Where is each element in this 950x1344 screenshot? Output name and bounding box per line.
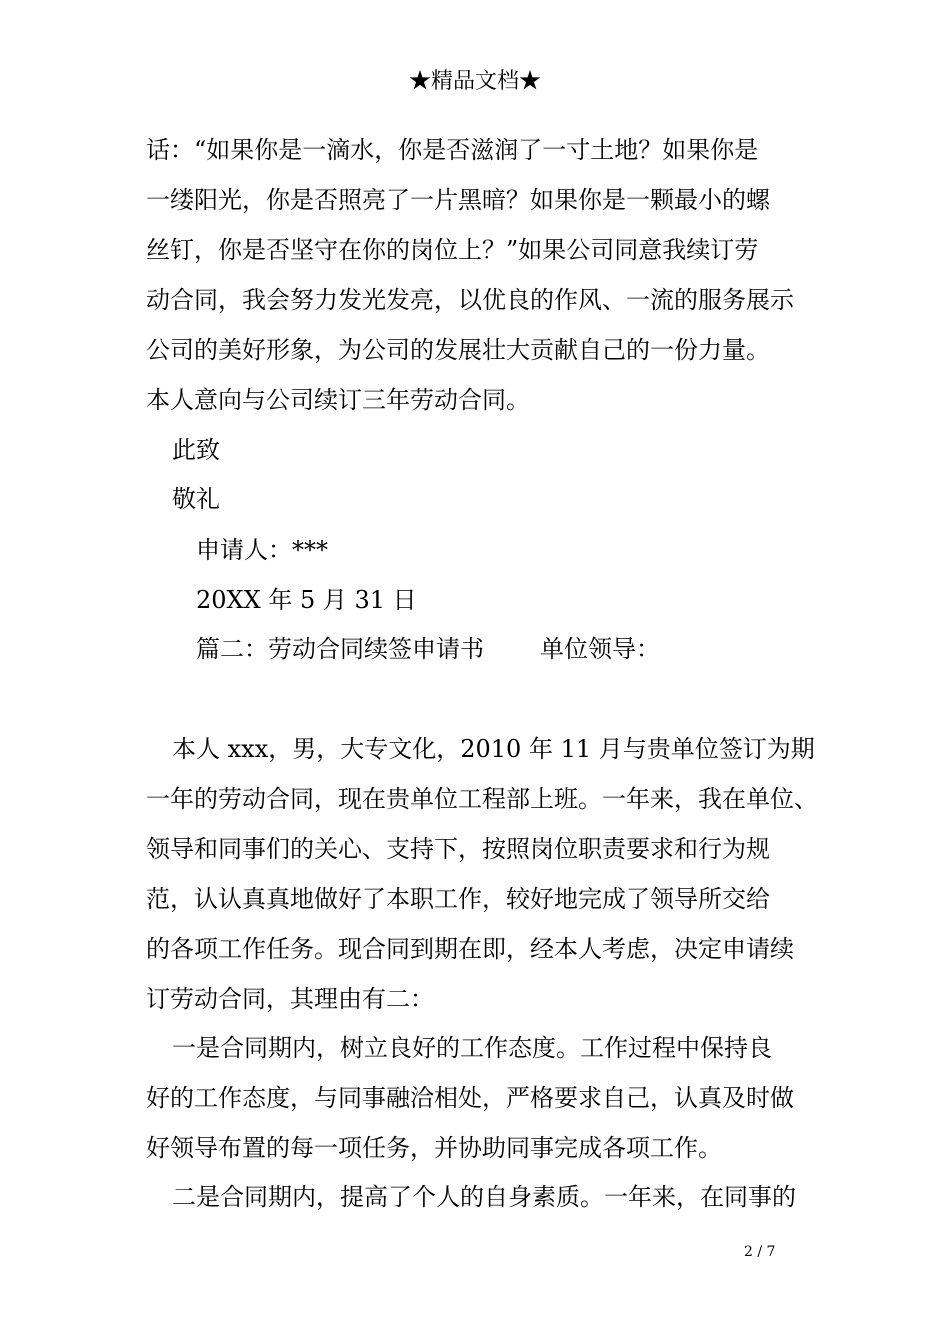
page-header-title: ★精品文档★ [408,69,541,94]
body-line: 一是合同期内，树立良好的工作态度。工作过程中保持良 [172,1034,772,1062]
salutation-line: 敬礼 [172,485,220,513]
salutation-line: 此致 [172,436,220,464]
section-heading-line [196,629,660,669]
body-line: 本人 xxx，男，大专文化，2010 年 11 月与贵单位签订为期 [172,735,815,763]
body-line: 话：“如果你是一滴水，你是否滋润了一寸土地？如果你是 [146,136,759,164]
applicant-line: 申请人：*** [196,536,328,564]
body-line: 好领导布置的每一项任务，并协助同事完成各项工作。 [146,1134,722,1162]
addressee: 单位领导： [540,635,660,663]
page-number: 2 / 7 [744,1244,776,1260]
body-line: 订劳动合同，其理由有二： [146,985,434,1013]
date-line: 20XX 年 5 月 31 日 [196,586,417,614]
body-line: 一年的劳动合同，现在贵单位工程部上班。一年来，我在单位、 [146,785,818,813]
body-line: 的各项工作任务。现合同到期在即，经本人考虑，决定申请续 [146,935,794,963]
body-line: 一缕阳光，你是否照亮了一片黑暗？如果你是一颗最小的螺 [146,186,770,214]
body-line: 丝钉，你是否坚守在你的岗位上？”如果公司同意我续订劳 [146,236,759,264]
body-line: 公司的美好形象，为公司的发展壮大贡献自己的一份力量。 [146,336,770,364]
body-line: 范，认认真真地做好了本职工作，较好地完成了领导所交给 [146,885,770,913]
body-line: 领导和同事们的关心、支持下，按照岗位职责要求和行为规 [146,835,770,863]
body-line: 二是合同期内，提高了个人的自身素质。一年来，在同事的 [172,1183,796,1211]
section-title: 篇二：劳动合同续签申请书 [196,635,484,663]
body-line: 好的工作态度，与同事融洽相处，严格要求自己，认真及时做 [146,1084,794,1112]
body-line: 本人意向与公司续订三年劳动合同。 [146,386,530,414]
body-line: 动合同，我会努力发光发亮，以优良的作风、一流的服务展示 [146,286,794,314]
